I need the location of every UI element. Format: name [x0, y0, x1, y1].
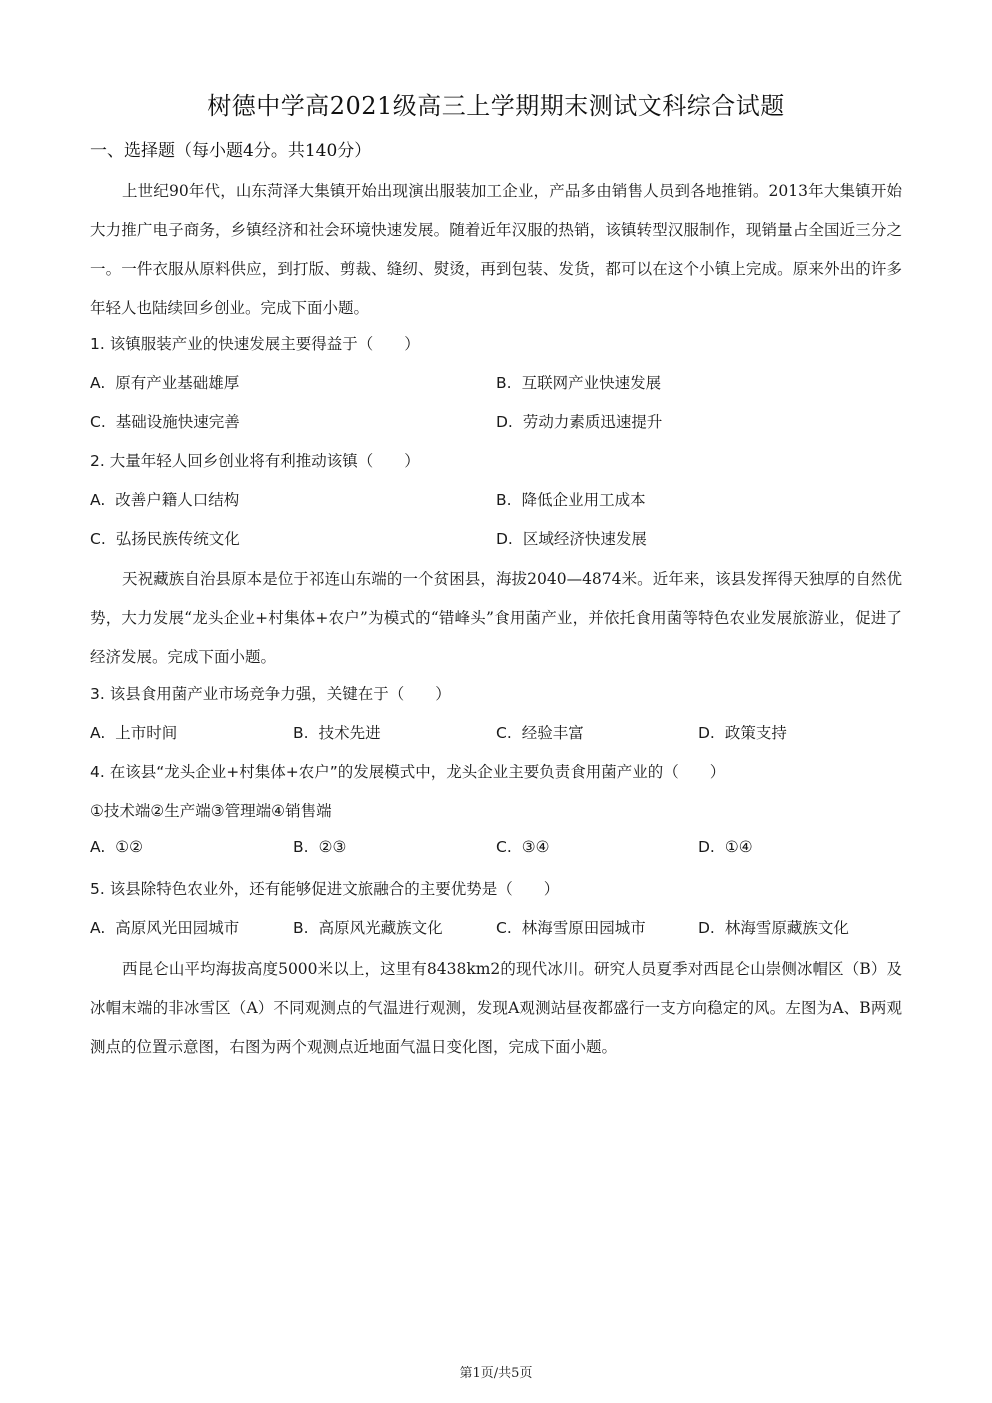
question-3-option-c: C. 经验丰富: [496, 724, 584, 742]
question-1-option-a: A. 原有产业基础雄厚: [90, 374, 240, 392]
question-2-option-d: D. 区域经济快速发展: [496, 530, 647, 548]
question-5-option-c: C. 林海雪原田园城市: [496, 919, 646, 937]
question-1-stem: 1. 该镇服装产业的快速发展主要得益于（ ）: [90, 335, 420, 353]
question-4-option-d: D. ①④: [698, 838, 753, 856]
passage-3: 西昆仑山平均海拔高度5000米以上，这里有8438km2的现代冰川。研究人员夏季对西昆仑山崇侧冰帽区（B）及冰帽末端的非冰雪区（A）不同观测点的气温进行观测，发现A观测站昼夜都盛行一支方向稳定的风。左图为A、B两观测点的位置示意图，右图为两个观测点近地面气温日变化图，完成下面小题。: [90, 960, 902, 1056]
page-number: 第1页/共5页: [459, 1366, 533, 1381]
passage-2: 天祝藏族自治县原本是位于祁连山东端的一个贫困县，海拔2040—4874米。近年来，该县发挥得天独厚的自然优势，大力发展“龙头企业+村集体+农户”为模式的“错峰头”食用菌产业，并依托食用菌等特色农业发展旅游业，促进了经济发展。完成下面小题。: [90, 570, 902, 666]
question-2-option-a: A. 改善户籍人口结构: [90, 491, 240, 509]
question-3-stem: 3. 该县食用菌产业市场竞争力强，关键在于（ ）: [90, 685, 451, 703]
question-5-option-a: A. 高原风光田园城市: [90, 919, 240, 937]
question-4-option-b: B. ②③: [293, 838, 347, 856]
question-3-option-d: D. 政策支持: [698, 724, 787, 742]
question-1-option-b: B. 互联网产业快速发展: [496, 374, 662, 392]
question-3-option-a: A. 上市时间: [90, 724, 178, 742]
question-5-stem: 5. 该县除特色农业外，还有能够促进文旅融合的主要优势是（ ）: [90, 880, 560, 898]
question-3-option-b: B. 技术先进: [293, 724, 381, 742]
question-5-option-b: B. 高原风光藏族文化: [293, 919, 443, 937]
question-4-stem: 4. 在该县“龙头企业+村集体+农户”的发展模式中，龙头企业主要负责食用菌产业的（ ）: [90, 763, 726, 781]
question-1-option-d: D. 劳动力素质迅速提升: [496, 413, 663, 431]
question-2-option-c: C. 弘扬民族传统文化: [90, 530, 240, 548]
question-5-option-d: D. 林海雪原藏族文化: [698, 919, 849, 937]
question-4-items: ①技术端②生产端③管理端④销售端: [90, 802, 332, 820]
question-2-option-b: B. 降低企业用工成本: [496, 491, 646, 509]
exam-title: 树德中学高2021级高三上学期期末测试文科综合试题: [207, 92, 785, 120]
question-2-stem: 2. 大量年轻人回乡创业将有利推动该镇（ ）: [90, 452, 420, 470]
passage-1: 上世纪90年代，山东菏泽大集镇开始出现演出服装加工企业，产品多由销售人员到各地推销。2013年大集镇开始大力推广电子商务，乡镇经济和社会环境快速发展。随着近年汉服的热销，该镇转型汉服制作，现销量占全国近三分之一。一件衣服从原料供应，到打版、剪裁、缝纫、熨烫，再到包装、发货，都可以在这个小镇上完成。原来外出的许多年轻人也陆续回乡创业。完成下面小题。: [90, 182, 902, 317]
question-4-option-a: A. ①②: [90, 838, 144, 856]
question-4-option-c: C. ③④: [496, 838, 550, 856]
question-1-option-c: C. 基础设施快速完善: [90, 413, 240, 431]
section-heading: 一、选择题（每小题4分。共140分）: [90, 141, 372, 161]
